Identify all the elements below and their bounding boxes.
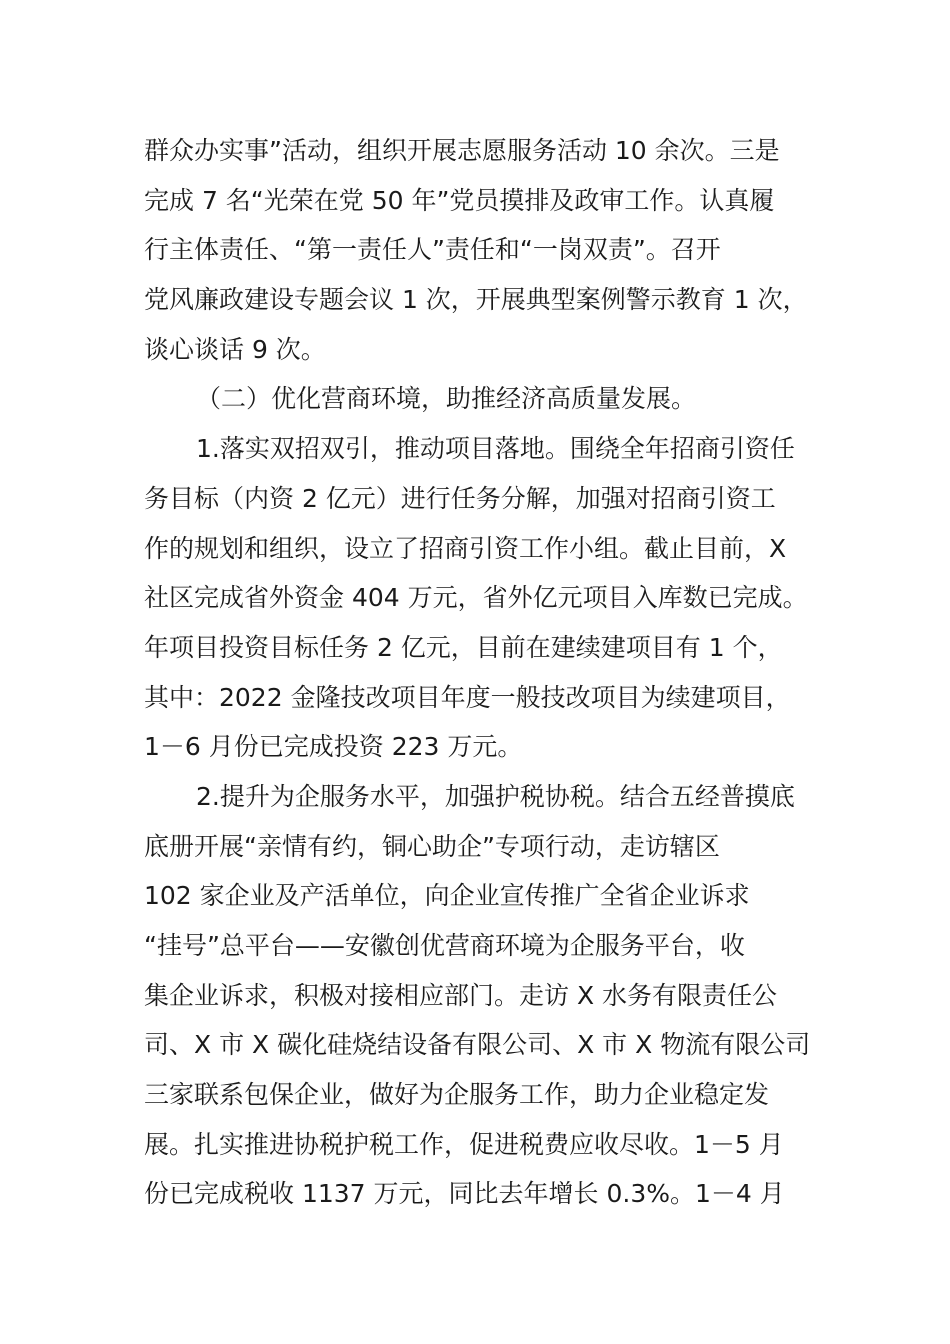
text-line: 群众办实事”活动，组织开展志愿服务活动 10 余次。三是 (144, 136, 780, 165)
text-line: 作的规划和组织，设立了招商引资工作小组。截止目前，X (144, 533, 787, 563)
text-line: 党风廉政建设专题会议 1 次，开展典型案例警示教育 1 次， (144, 285, 808, 315)
section-heading: （二）优化营商环境，助推经济高质量发展。 (196, 384, 697, 414)
text-line: 三家联系包保企业，做好为企服务工作，助力企业稳定发 (144, 1080, 770, 1110)
text-line: 底册开展“亲情有约，铜心助企”专项行动，走访辖区 (144, 831, 720, 861)
text-line: 其中：2022 金隆技改项目年度一般技改项目为续建项目， (144, 682, 791, 712)
text-line: 102 家企业及产活单位，向企业宣传推广全省企业诉求 (144, 881, 750, 911)
text-line: 1－6 月份已完成投资 223 万元。 (144, 732, 523, 762)
paragraph-start-line: 1.落实双招双引，推动项目落地。围绕全年招商引资任 (196, 434, 795, 464)
text-line: 行主体责任、“第一责任人”责任和“一岗双责”。召开 (144, 235, 721, 265)
document-body (144, 126, 844, 1219)
text-line: 完成 7 名“光荣在党 50 年”党员摸排及政审工作。认真履 (144, 185, 775, 215)
text-line: 展。扎实推进协税护税工作，促进税费应收尽收。1－5 月 (144, 1129, 784, 1159)
text-line: 年项目投资目标任务 2 亿元，目前在建续建项目有 1 个， (144, 632, 783, 662)
text-line: 份已完成税收 1137 万元，同比去年增长 0.3%。1－4 月 (144, 1179, 785, 1209)
text-line: 谈心谈话 9 次。 (144, 334, 326, 364)
text-line: 社区完成省外资金 404 万元，省外亿元项目入库数已完成。 (144, 583, 808, 613)
text-line: 务目标（内资 2 亿元）进行任务分解，加强对招商引资工 (144, 483, 776, 513)
text-line: “挂号”总平台——安徽创优营商环境为企服务平台，收 (144, 931, 745, 960)
text-line: 集企业诉求，积极对接相应部门。走访 X 水务有限责任公 (144, 980, 778, 1010)
text-line: 司、X 市 X 碳化硅烧结设备有限公司、X 市 X 物流有限公司 (144, 1030, 811, 1060)
paragraph-start-line: 2.提升为企服务水平，加强护税协税。结合五经普摸底 (196, 781, 795, 811)
